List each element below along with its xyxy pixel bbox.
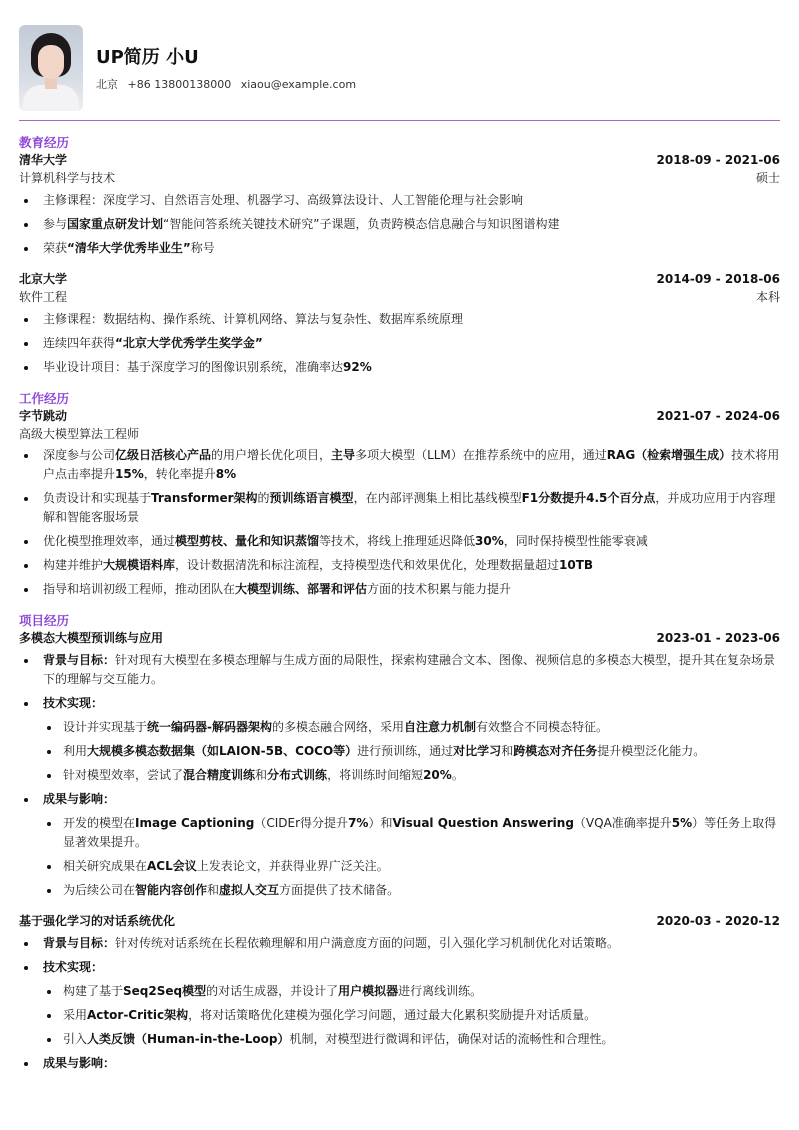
list-item: [19, 694, 780, 785]
job-role: 高级大模型算法工程师: [19, 427, 140, 441]
text: 为后续公司在: [63, 883, 136, 897]
bold-text: 20%: [423, 768, 452, 782]
contact-line: [96, 76, 362, 92]
sub-list-item: [43, 881, 780, 900]
sub-list-item: [43, 766, 780, 785]
list-item: [19, 532, 780, 551]
text: 有效整合不同模态特征。: [476, 720, 609, 734]
list-item: [19, 215, 780, 234]
list-item: [19, 191, 780, 210]
text: 技术将用户点击率提升: [43, 448, 780, 481]
text: ，将训练时间缩短: [327, 768, 424, 782]
date-range: 2018-09 - 2021-06: [656, 153, 780, 167]
bold-text: 技术实现：: [43, 960, 104, 974]
degree: 本科: [755, 290, 780, 304]
company-name: 字节跳动: [19, 409, 68, 423]
sub-list-item: [43, 718, 780, 737]
school-name: 北京大学: [19, 272, 68, 286]
text: 深度参与公司: [43, 448, 116, 462]
date-range: 2014-09 - 2018-06: [656, 272, 780, 286]
resume-header: [19, 0, 780, 118]
degree: 硕士: [755, 171, 780, 185]
text: 的对话生成器，并设计了: [206, 984, 339, 998]
bold-text: RAG（检索增强生成）: [606, 448, 732, 462]
major: 计算机科学与技术: [19, 171, 116, 185]
text: 针对模型效率，尝试了: [63, 768, 184, 782]
sub-list-item: [43, 857, 780, 876]
bold-text: 模型剪枝、量化和知识蒸馏: [175, 534, 320, 548]
bold-text: 15%: [115, 467, 144, 481]
text: ，将对话策略优化建模为强化学习问题，通过最大化累积奖励提升对话质量。: [188, 1008, 597, 1022]
list-item: [19, 334, 780, 353]
bullet-list: [19, 191, 780, 258]
list-item: [19, 651, 780, 689]
text: 负责设计和实现基于: [43, 491, 152, 505]
bold-text: 跨模态对齐任务: [513, 744, 598, 758]
bold-text: 亿级日活核心产品: [115, 448, 212, 462]
text: 和: [501, 744, 514, 758]
text: ）和: [368, 816, 393, 830]
text: 多项大模型（LLM）在推荐系统中的应用，通过: [355, 448, 607, 462]
text: 荣获: [43, 241, 68, 255]
list-item: [19, 580, 780, 599]
bold-text: 分布式训练: [267, 768, 328, 782]
email: xiaou@example.com: [240, 78, 357, 91]
sub-list-item: [43, 1006, 780, 1025]
sub-list-item: [43, 1030, 780, 1049]
bullet-list: [19, 310, 780, 377]
text: ，转化率提升: [143, 467, 216, 481]
text: 指导和培训初级工程师，推动团队在: [43, 582, 236, 596]
education-entry: [19, 270, 780, 377]
text: 进行预训练，通过: [357, 744, 454, 758]
text: 主修课程：深度学习、自然语言处理、机器学习、高级算法设计、人工智能伦理与社会影响: [43, 193, 524, 207]
bold-text: 92%: [343, 360, 372, 374]
text: （CIDEr得分提升: [254, 816, 349, 830]
sub-list-item: [43, 742, 780, 761]
sub-bullet-list: [43, 982, 780, 1049]
text: 方面提供了技术储备。: [279, 883, 400, 897]
text: 优化模型推理效率，通过: [43, 534, 176, 548]
bold-text: 主导: [331, 448, 356, 462]
text: 进行离线训练。: [398, 984, 483, 998]
candidate-name: UP简历 小U: [96, 47, 199, 68]
list-item: [19, 556, 780, 575]
text: ，并成功应用于内容理解和智能客服场景: [43, 491, 776, 524]
education-entry: [19, 151, 780, 258]
text: ）等任务上取得显著效果提升。: [63, 816, 777, 849]
entry-row: [19, 151, 780, 169]
bold-text: 自注意力机制: [404, 720, 477, 734]
text: 提升模型泛化能力。: [597, 744, 706, 758]
entry-row: [19, 169, 780, 187]
text: 。: [451, 768, 464, 782]
bold-text: 国家重点研发计划: [67, 217, 164, 231]
list-item: [19, 790, 780, 900]
list-item: [19, 358, 780, 377]
text: 设计并实现基于: [63, 720, 148, 734]
bold-text: F1分数提升4.5个百分点: [521, 491, 656, 505]
text: 针对传统对话系统在长程依赖理解和用户满意度方面的问题，引入强化学习机制优化对话策略。: [115, 936, 620, 950]
bold-text: 8%: [215, 467, 237, 481]
bullet-list: [19, 446, 780, 599]
text: 利用: [63, 744, 88, 758]
major: 软件工程: [19, 290, 68, 304]
text: 构建了基于: [63, 984, 124, 998]
text: 构建并维护: [43, 558, 104, 572]
bold-text: 混合精度训练: [183, 768, 256, 782]
list-item: [19, 310, 780, 329]
phone: +86 13800138000: [127, 78, 232, 91]
bold-text: 人类反馈（Human-in-the-Loop）: [87, 1032, 290, 1046]
education-section: [19, 135, 780, 377]
text: “智能问答系统关键技术研究”子课题，负责跨模态信息融合与知识图谱构建: [163, 217, 560, 231]
bold-text: Transformer架构: [151, 491, 258, 505]
sub-bullet-list: [43, 718, 780, 785]
bold-text: 5%: [671, 816, 693, 830]
project-entry: [19, 912, 780, 1073]
bold-text: 智能内容创作: [135, 883, 208, 897]
text: 参与: [43, 217, 68, 231]
bold-text: 30%: [475, 534, 504, 548]
bold-text: 用户模拟器: [338, 984, 399, 998]
bold-text: 10TB: [559, 558, 594, 572]
text: 开发的模型在: [63, 816, 136, 830]
entry-row: [19, 629, 780, 647]
bold-text: 7%: [348, 816, 369, 830]
work-section: [19, 391, 780, 599]
entry-row: [19, 270, 780, 288]
project-name: 基于强化学习的对话系统优化: [19, 914, 176, 928]
sub-bullet-list: [43, 814, 780, 900]
bold-text: “清华大学优秀毕业生”: [67, 241, 191, 255]
list-item: [19, 489, 780, 527]
list-item: [19, 958, 780, 1049]
text: ，设计数据清洗和标注流程，支持模型迭代和效果优化，处理数据量超过: [175, 558, 560, 572]
bullet-list: [19, 651, 780, 900]
text: 方面的技术积累与能力提升: [367, 582, 512, 596]
school-name: 清华大学: [19, 153, 68, 167]
text: ，同时保持模型性能零衰减: [503, 534, 648, 548]
text: ，在内部评测集上相比基线模型: [353, 491, 522, 505]
bold-text: Actor-Critic架构: [87, 1008, 189, 1022]
bold-text: 背景与目标：: [43, 936, 116, 950]
bold-text: 成果与影响：: [43, 792, 116, 806]
section-title: 项目经历: [19, 613, 70, 628]
date-range: 2021-07 - 2024-06: [656, 409, 780, 423]
projects-section: [19, 613, 780, 1073]
header-info: [96, 44, 362, 92]
text: 引入: [63, 1032, 88, 1046]
text: 采用: [63, 1008, 88, 1022]
bold-text: ACL会议: [147, 859, 197, 873]
list-item: [19, 239, 780, 258]
sub-list-item: [43, 982, 780, 1001]
text: 相关研究成果在: [63, 859, 148, 873]
bold-text: 背景与目标：: [43, 653, 116, 667]
date-range: 2023-01 - 2023-06: [656, 631, 780, 645]
bold-text: 大规模多模态数据集（如LAION-5B、COCO等）: [87, 744, 358, 758]
bold-text: 成果与影响：: [43, 1056, 116, 1070]
text: 针对现有大模型在多模态理解与生成方面的局限性，探索构建融合文本、图像、视频信息的多模态大模型，提升其在复杂场景下的理解与交互能力。: [43, 653, 776, 686]
list-item: [19, 934, 780, 953]
text: 和: [207, 883, 220, 897]
work-entry: [19, 407, 780, 599]
city: 北京: [96, 78, 118, 91]
text: 机制，对模型进行微调和评估，确保对话的流畅性和合理性。: [289, 1032, 614, 1046]
text: 的用户增长优化项目，: [211, 448, 332, 462]
bold-text: 技术实现：: [43, 696, 104, 710]
sub-list-item: [43, 814, 780, 852]
text: 的: [257, 491, 270, 505]
text: 和: [255, 768, 268, 782]
list-item: [19, 446, 780, 484]
section-title: 工作经历: [19, 391, 70, 406]
bullet-list: [19, 934, 780, 1073]
bold-text: 大规模语料库: [103, 558, 176, 572]
text: （VQA准确率提升: [573, 816, 672, 830]
bold-text: Image Captioning: [135, 816, 255, 830]
bold-text: Visual Question Answering: [392, 816, 574, 830]
bold-text: 统一编码器-解码器架构: [147, 720, 272, 734]
text: 的多模态融合网络，采用: [272, 720, 405, 734]
bold-text: Seq2Seq模型: [123, 984, 207, 998]
section-title: 教育经历: [19, 135, 70, 150]
bold-text: 预训练语言模型: [269, 491, 354, 505]
project-entry: [19, 629, 780, 900]
list-item: [19, 1054, 780, 1073]
text: 上发表论文，并获得业界广泛关注。: [196, 859, 389, 873]
text: 称号: [190, 241, 215, 255]
text: 主修课程：数据结构、操作系统、计算机网络、算法与复杂性、数据库系统原理: [43, 312, 464, 326]
avatar: [19, 25, 83, 111]
bold-text: 对比学习: [453, 744, 502, 758]
text: 毕业设计项目：基于深度学习的图像识别系统，准确率达: [43, 360, 344, 374]
entry-row: [19, 407, 780, 425]
entry-row: [19, 288, 780, 306]
entry-row: [19, 912, 780, 930]
text: 连续四年获得: [43, 336, 116, 350]
bold-text: 大模型训练、部署和评估: [235, 582, 368, 596]
header-divider: [19, 120, 780, 121]
date-range: 2020-03 - 2020-12: [656, 914, 780, 928]
bold-text: 虚拟人交互: [219, 883, 280, 897]
text: 等技术，将线上推理延迟降低: [319, 534, 476, 548]
project-name: 多模态大模型预训练与应用: [19, 631, 164, 645]
bold-text: “北京大学优秀学生奖学金”: [115, 336, 263, 350]
